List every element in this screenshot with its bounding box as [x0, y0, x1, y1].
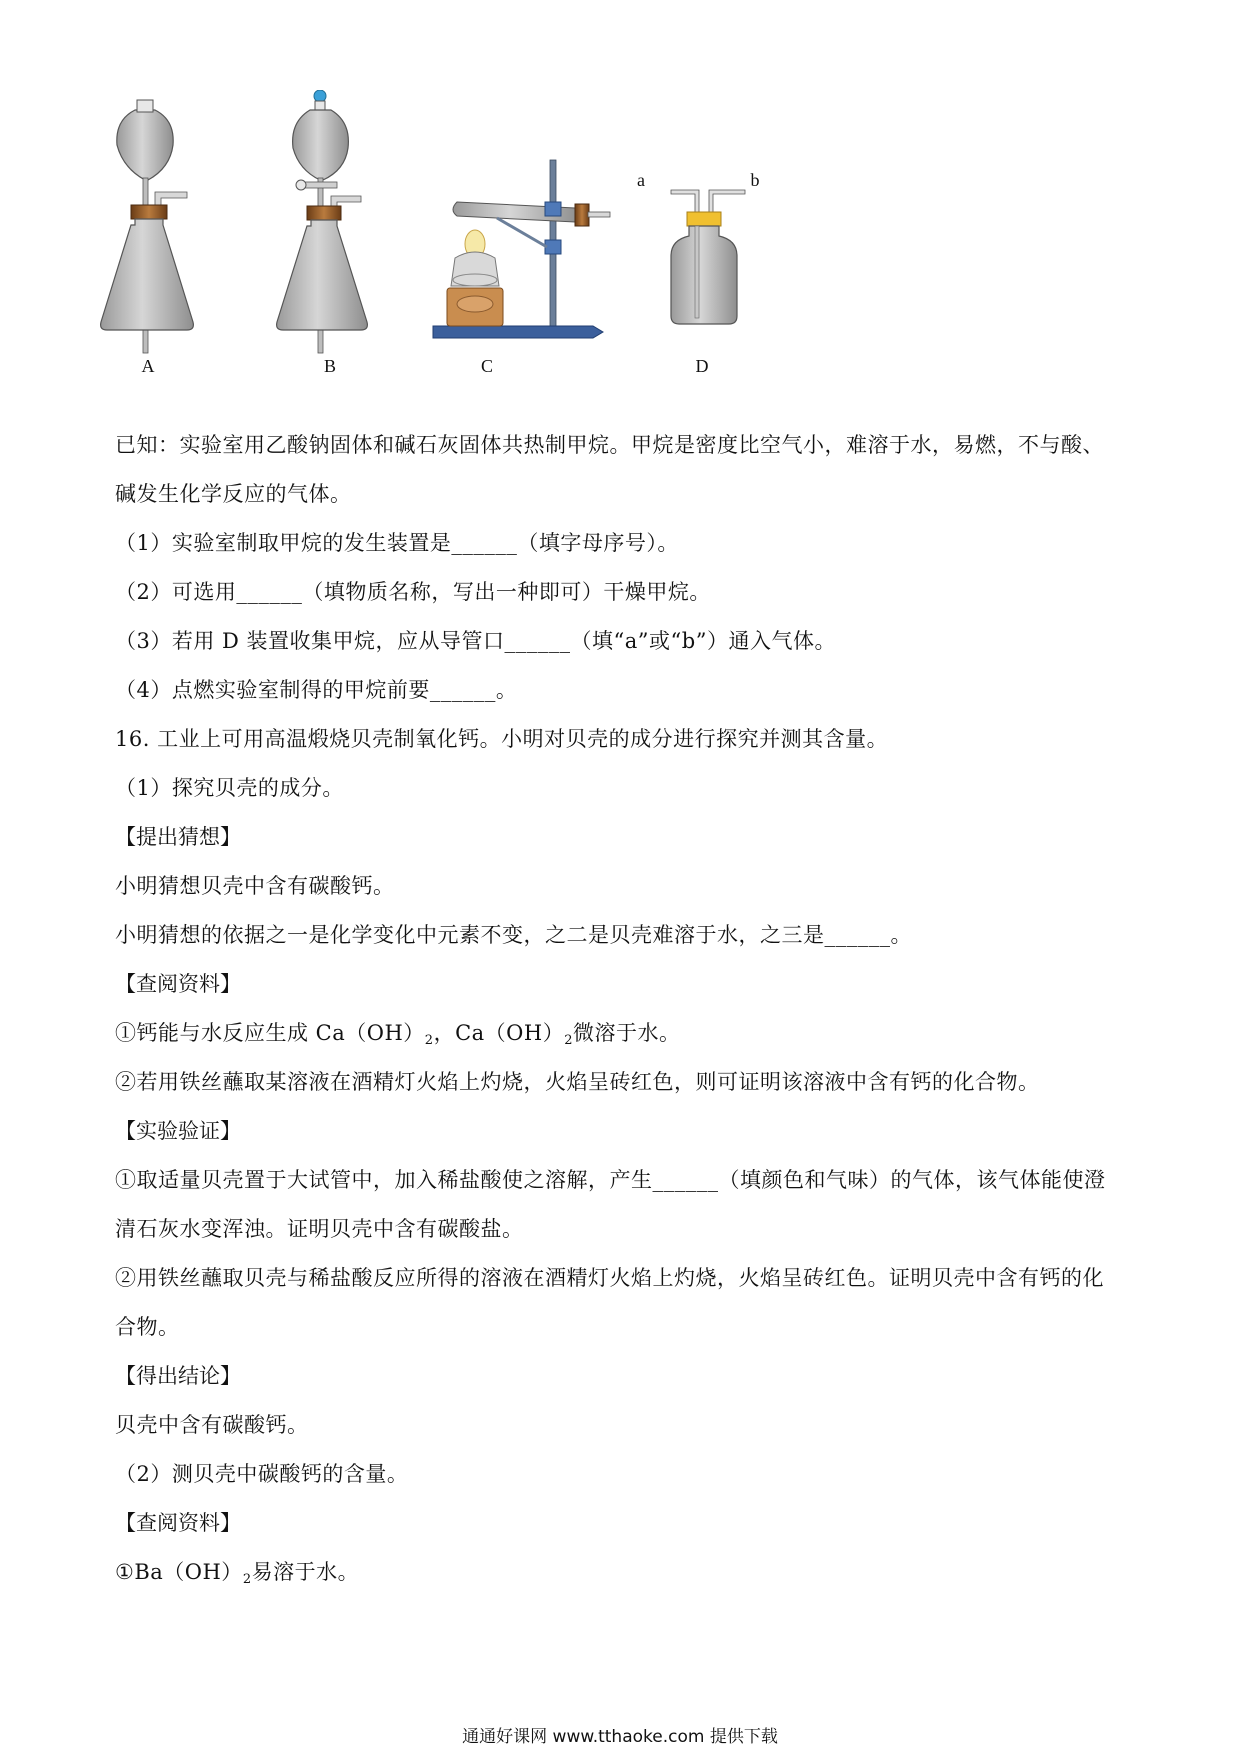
problem-16: 16. 工业上可用高温煅烧贝壳制氧化钙。小明对贝壳的成分进行探究并测其含量。: [115, 727, 889, 751]
question-2: （2）可选用______（填物质名称，写出一种即可）干燥甲烷。: [115, 580, 711, 604]
problem-16-part-2: （2）测贝壳中碳酸钙的含量。: [115, 1462, 409, 1486]
info-1-line-2: ②若用铁丝蘸取某溶液在酒精灯火焰上灼烧，火焰呈砖红色，则可证明该溶液中含有钙的化合物。: [115, 1070, 1040, 1094]
exp-2-line-2: 合物。: [115, 1315, 180, 1339]
guess-line-2: 小明猜想的依据之一是化学变化中元素不变，之二是贝壳难溶于水，之三是______。: [115, 923, 912, 947]
guess-line-1: 小明猜想贝壳中含有碳酸钙。: [115, 874, 395, 898]
question-3: （3）若用 D 装置收集甲烷，应从导管口______（填“a”或“b”）通入气体。: [115, 629, 836, 653]
question-1: （1）实验室制取甲烷的发生装置是______（填字母序号）。: [115, 531, 679, 555]
heading-experiment: 【实验验证】: [115, 1119, 241, 1143]
apparatus-a: [95, 90, 205, 380]
apparatus-b: [275, 90, 385, 380]
apparatus-figure: [95, 90, 1095, 420]
question-4: （4）点燃实验室制得的甲烷前要______。: [115, 678, 518, 702]
heading-info-2: 【查阅资料】: [115, 1511, 241, 1535]
heading-info-1: 【查阅资料】: [115, 972, 241, 996]
apparatus-c: [425, 90, 655, 380]
heading-conclusion: 【得出结论】: [115, 1364, 241, 1388]
tube-label-a: a: [637, 170, 645, 190]
apparatus-label-d: D: [695, 356, 709, 376]
apparatus-label-a: A: [141, 356, 155, 376]
apparatus-d: [665, 90, 765, 380]
info-2-line-1: $①Ba(OH)_2$易溶于水。: [115, 1560, 360, 1587]
exp-1-line-1: ①取适量贝壳置于大试管中，加入稀盐酸使之溶解，产生______（填颜色和气味）的气体，该气体能使澄: [115, 1168, 1106, 1192]
exp-2-line-1: ②用铁丝蘸取贝壳与稀盐酸反应所得的溶液在酒精灯火焰上灼烧，火焰呈砖红色。证明贝壳中含有钙的化: [115, 1266, 1104, 1290]
apparatus-label-c: C: [480, 356, 493, 376]
known-line-2: 碱发生化学反应的气体。: [115, 482, 352, 506]
problem-16-part-1: （1）探究贝壳的成分。: [115, 776, 344, 800]
conclusion: 贝壳中含有碳酸钙。: [115, 1413, 309, 1437]
page-footer: 通通好课网 www.tthaoke.com 提供下载: [462, 1727, 778, 1747]
tube-label-b: b: [750, 170, 760, 190]
apparatus-label-b: B: [323, 356, 336, 376]
info-1-line-1: ①钙能与水反应生成 $Ca(OH)_2$，$Ca(OH)_2$微溶于水。: [115, 1021, 681, 1048]
known-line-1: 已知：实验室用乙酸钠固体和碱石灰固体共热制甲烷。甲烷是密度比空气小，难溶于水，易燃，不与酸、: [115, 433, 1104, 457]
exp-1-line-2: 清石灰水变浑浊。证明贝壳中含有碳酸盐。: [115, 1217, 524, 1241]
heading-guess: 【提出猜想】: [115, 825, 241, 849]
